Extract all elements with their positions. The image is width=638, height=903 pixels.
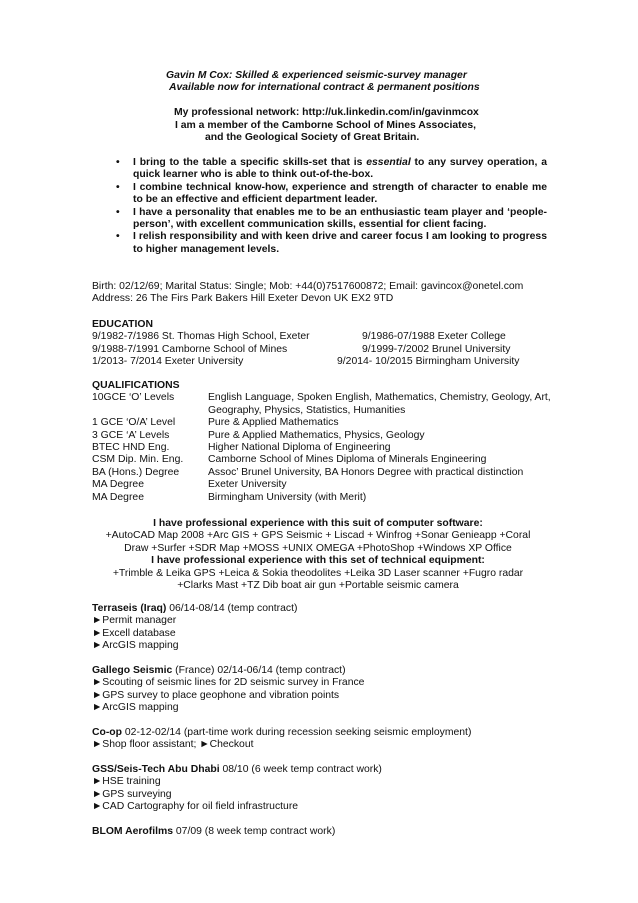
job-duty: ►Shop floor assistant; ►Checkout bbox=[92, 739, 254, 751]
education-entry: 9/1999-7/2002 Brunel University bbox=[362, 343, 511, 355]
job-duty: ►GPS survey to place geophone and vibration points bbox=[92, 689, 340, 701]
bullet-icon: • bbox=[116, 206, 120, 218]
equipment-heading: I have professional experience with this set of technical equipment: bbox=[151, 555, 485, 567]
job-duty: ►GPS surveying bbox=[92, 788, 172, 800]
qualifications-section bbox=[92, 380, 572, 504]
education-entry: 9/2014- 10/2015 Birmingham University bbox=[337, 356, 520, 368]
skills-section bbox=[88, 518, 548, 592]
membership-line-2: and the Geological Society of Great Britain. bbox=[205, 131, 420, 143]
job-entry bbox=[92, 603, 572, 653]
bullet-text: I combine technical know-how, experience and strength of character to enable me to be an effective and efficient department leader. bbox=[133, 181, 547, 206]
qualification-row bbox=[92, 467, 572, 479]
personal-line: Birth: 02/12/69; Marital Status: Single; Mob: +44(0)7517600872; Email: gavincox@onetel.com bbox=[92, 281, 524, 292]
job-title-line bbox=[92, 603, 572, 615]
network-line: My professional network: http://uk.linkedin.com/in/gavinmcox bbox=[174, 107, 479, 119]
job-duty: ►Permit manager bbox=[92, 615, 177, 627]
availability-line: Available now for international contract & permanent positions bbox=[169, 82, 480, 94]
job-duty: ►ArcGIS mapping bbox=[92, 640, 179, 652]
job-title-line bbox=[92, 826, 572, 838]
job-meta: 06/14-08/14 (temp contract) bbox=[166, 603, 298, 614]
education-entry: 9/1988-7/1991 Camborne School of Mines bbox=[92, 343, 288, 355]
qualification-detail: English Language, Spoken English, Mathematics, Chemistry, Geology, Art, Geography, Physics, Statistics, Humanities bbox=[208, 392, 551, 416]
summary-bullet bbox=[107, 231, 547, 256]
equipment-list: +Trimble & Leika GPS +Leica & Sokia theodolites +Leika 3D Laser scanner +Fugro radar bbox=[112, 567, 524, 579]
job-title-line bbox=[92, 665, 572, 677]
education-entry: 1/2013- 7/2014 Exeter University bbox=[92, 356, 244, 368]
education-row bbox=[92, 344, 572, 356]
bullet-text-emphasis: essential bbox=[366, 157, 411, 168]
qualification-row bbox=[92, 392, 572, 417]
summary-bullets bbox=[107, 157, 547, 256]
bullet-icon: • bbox=[116, 157, 120, 168]
education-entry: 9/1982-7/1986 St. Thomas High School, Exeter bbox=[92, 331, 310, 343]
bullet-text-post: to any survey operation, a quick learner who is able to think out-of-the-box. bbox=[133, 157, 547, 181]
job-meta: 02-12-02/14 (part-time work during recession seeking seismic employment) bbox=[122, 727, 472, 738]
education-row bbox=[92, 331, 572, 343]
qualification-level: 3 GCE ‘A’ Levels bbox=[92, 429, 170, 441]
qualification-detail: Camborne School of Mines Diploma of Minerals Engineering bbox=[208, 454, 487, 466]
education-row bbox=[92, 356, 572, 368]
membership-line: I am a member of the Camborne School of Mines Associates, bbox=[175, 119, 477, 131]
qualification-level: 10GCE ‘O’ Levels bbox=[92, 392, 175, 404]
qualification-row bbox=[92, 430, 572, 442]
qualification-row bbox=[92, 479, 572, 491]
qualification-row bbox=[92, 492, 572, 504]
job-meta: 08/10 (6 week temp contract work) bbox=[219, 764, 382, 775]
software-list: Draw +Surfer +SDR Map +MOSS +UNIX OMEGA +PhotoShop +Windows XP Office bbox=[124, 542, 512, 554]
qualification-level: MA Degree bbox=[92, 479, 144, 491]
education-entry: 9/1986-07/1988 Exeter College bbox=[362, 331, 506, 343]
employer-name: GSS/Seis-Tech Abu Dhabi bbox=[92, 764, 220, 775]
summary-bullet bbox=[107, 182, 547, 207]
qualification-level: BA (Hons.) Degree bbox=[92, 466, 180, 478]
job-duty: ►Excell database bbox=[92, 627, 176, 639]
job-title-line bbox=[92, 727, 572, 739]
job-duty: ►Scouting of seismic lines for 2D seismic survey in France bbox=[92, 677, 365, 689]
qualification-level: MA Degree bbox=[92, 491, 144, 503]
job-meta: 07/09 (8 week temp contract work) bbox=[173, 826, 336, 837]
education-section bbox=[92, 319, 572, 369]
job-entry bbox=[92, 826, 572, 838]
job-entry bbox=[92, 665, 572, 715]
job-duty: ►ArcGIS mapping bbox=[92, 702, 179, 714]
bullet-icon: • bbox=[116, 181, 120, 193]
qualification-row bbox=[92, 454, 572, 466]
job-entry bbox=[92, 764, 572, 814]
qualification-level: CSM Dip. Min. Eng. bbox=[92, 454, 184, 466]
bullet-text-pre: I bring to the table a specific skills-set that is bbox=[133, 157, 367, 168]
section-heading: QUALIFICATIONS bbox=[92, 380, 180, 391]
bullet-icon: • bbox=[116, 231, 120, 243]
employer-name: BLOM Aerofilms bbox=[92, 826, 174, 837]
job-duty: ►HSE training bbox=[92, 776, 161, 788]
qualification-detail: Birmingham University (with Merit) bbox=[208, 491, 367, 503]
equipment-list: +Clarks Mast +TZ Dib boat air gun +Portable seismic camera bbox=[177, 579, 459, 591]
address-line: Address: 26 The Firs Park Bakers Hill Exeter Devon UK EX2 9TD bbox=[92, 293, 394, 305]
bullet-text: I relish responsibility and with keen drive and career focus I am looking to progress to higher management levels. bbox=[133, 231, 547, 255]
personal-details bbox=[92, 281, 562, 306]
section-heading: EDUCATION bbox=[92, 319, 153, 330]
job-entry bbox=[92, 727, 572, 752]
summary-bullet bbox=[107, 157, 547, 182]
software-heading: I have professional experience with this suit of computer software: bbox=[153, 518, 483, 529]
qualification-level: BTEC HND Eng. bbox=[92, 442, 170, 454]
employer-name: Co-op bbox=[92, 727, 123, 738]
cv-title: Gavin M Cox: Skilled & experienced seismic-survey manager bbox=[166, 70, 467, 81]
job-duty: ►CAD Cartography for oil field infrastructure bbox=[92, 801, 299, 813]
qualification-detail: Higher National Diploma of Engineering bbox=[208, 442, 391, 454]
software-list: +AutoCAD Map 2008 +Arc GIS + GPS Seismic + Liscad + Winfrog +Sonar Genieapp +Coral bbox=[105, 530, 531, 542]
qualification-detail: Pure & Applied Mathematics, Physics, Geology bbox=[208, 429, 425, 441]
qualification-row bbox=[92, 442, 572, 454]
job-title-line bbox=[92, 764, 572, 776]
summary-bullet bbox=[107, 207, 547, 232]
job-meta: (France) 02/14-06/14 (temp contract) bbox=[172, 665, 346, 676]
employer-name: Gallego Seismic bbox=[92, 665, 173, 676]
employer-name: Terraseis (Iraq) bbox=[92, 603, 167, 614]
qualification-detail: Pure & Applied Mathematics bbox=[208, 417, 339, 429]
qualification-level: 1 GCE ‘O/A’ Level bbox=[92, 417, 176, 429]
bullet-text: I have a personality that enables me to be an enthusiastic team player and ‘people-person’, with excellent communication skills, essential for client facing. bbox=[133, 206, 547, 231]
qualification-detail: Exeter University bbox=[208, 479, 287, 491]
qualification-detail: Assoc’ Brunel University, BA Honors Degree with practical distinction bbox=[208, 466, 524, 478]
qualification-row bbox=[92, 417, 572, 429]
cv-header bbox=[0, 70, 638, 144]
